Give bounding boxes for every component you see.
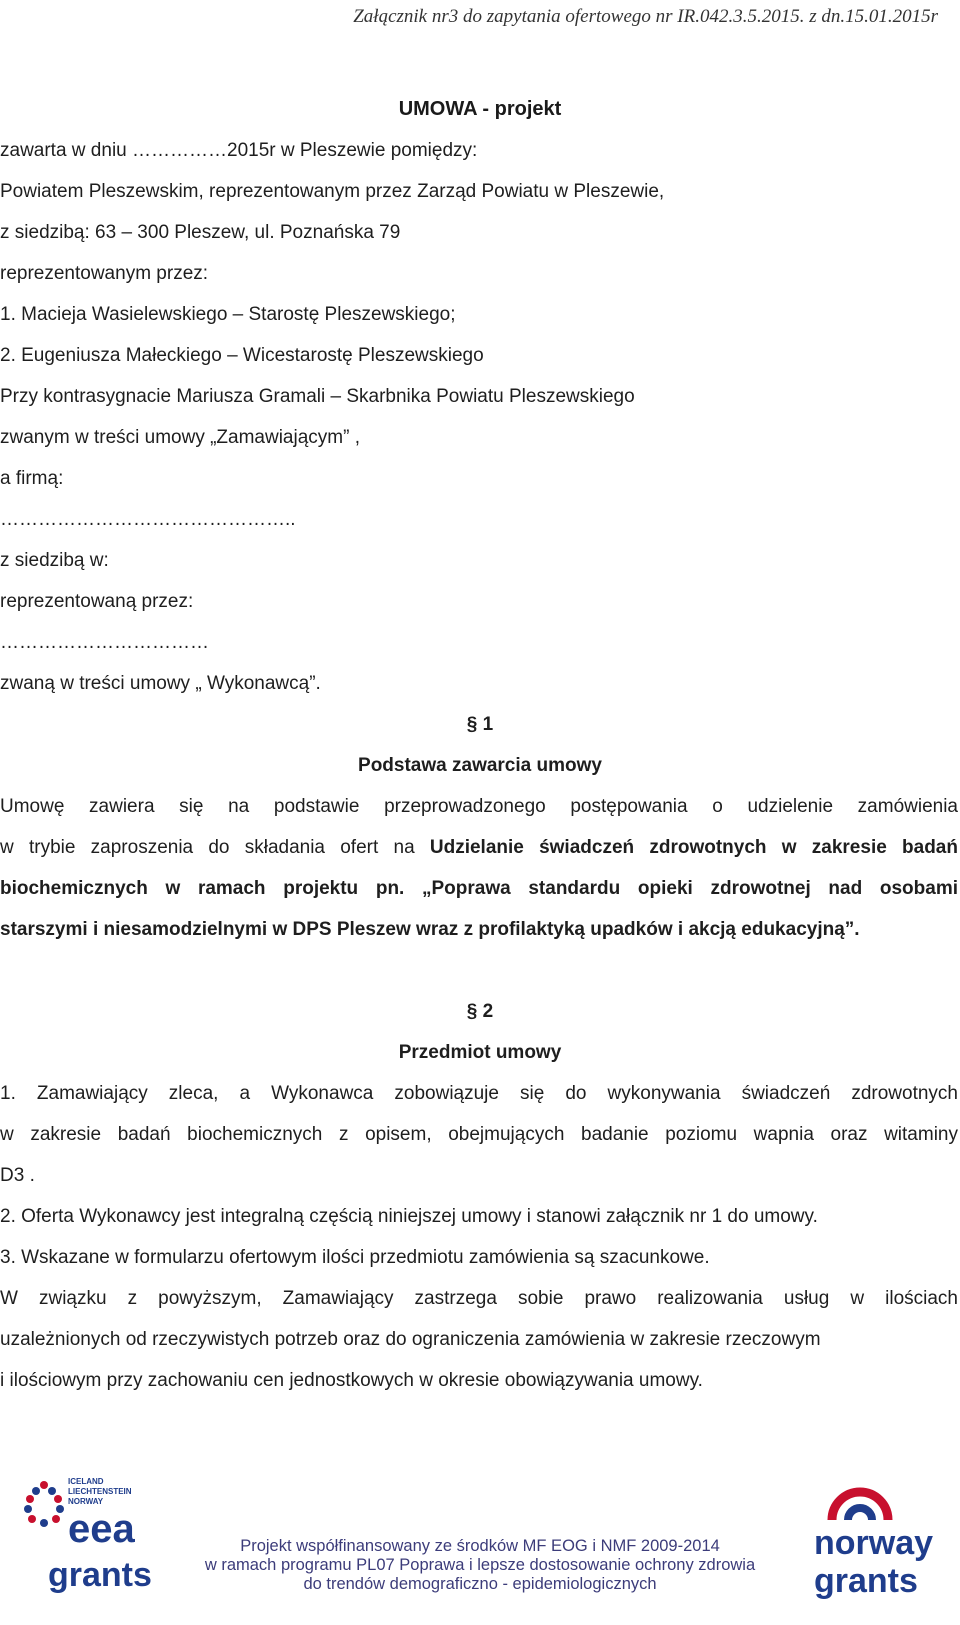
section-1-line-bold: Udzielanie świadczeń zdrowotnych w zakresie badań xyxy=(429,837,958,858)
intro-line: reprezentowanym przez: xyxy=(0,263,209,284)
eea-country: NORWAY xyxy=(68,1497,104,1506)
intro-line: …………………………… xyxy=(0,632,209,653)
eea-country: ICELAND xyxy=(68,1477,104,1486)
intro-line: zwanym w treści umowy „Zamawiającym” , xyxy=(0,427,360,448)
section-1-line: biochemicznych w ramach projektu pn. „Poprawa standardu opieki zdrowotnej nad osobami xyxy=(0,878,958,899)
norway-logo-word: norway xyxy=(814,1524,934,1562)
footer-line: do trendów demograficzno - epidemiologicznych xyxy=(303,1575,657,1593)
section-1-line: starszymi i niesamodzielnymi w DPS Pleszew wraz z profilaktyką upadków i akcją edukacyjną”. xyxy=(0,919,860,940)
section-2-number: § 2 xyxy=(466,1001,494,1022)
section-2-line: 1. Zamawiający zleca, a Wykonawca zobowiązuje się do wykonywania świadczeń zdrowotnych xyxy=(0,1083,958,1104)
eea-grants-logo xyxy=(18,1475,152,1615)
section-2-line: W związku z powyższym, Zamawiający zastrzega sobie prawo realizowania usług w ilościach xyxy=(0,1288,958,1309)
footer-line: w ramach programu PL07 Poprawa i lepsze dostosowanie ochrony zdrowia xyxy=(204,1556,756,1574)
section-1-heading: Podstawa zawarcia umowy xyxy=(358,755,602,776)
eea-logo-word: grants xyxy=(48,1556,152,1594)
section-1-line xyxy=(0,837,958,859)
intro-line: a firmą: xyxy=(0,468,64,489)
footer-funding-text xyxy=(200,1537,760,1594)
intro-line: zawarta w dniu ……………2015r w Pleszewie pomiędzy: xyxy=(0,140,478,161)
section-2-line: 2. Oferta Wykonawcy jest integralną częścią niniejszej umowy i stanowi załącznik nr 1 do umowy. xyxy=(0,1206,818,1227)
intro-line: ……………………………………….. xyxy=(0,509,296,530)
eea-country: LIECHTENSTEIN xyxy=(68,1487,132,1496)
section-2-line: uzależnionych od rzeczywistych potrzeb oraz do ograniczenia zamówienia w zakresie rzeczowym xyxy=(0,1329,821,1350)
section-1-line-plain: w trybie zaproszenia do składania ofert na xyxy=(0,837,430,858)
intro-line: Przy kontrasygnacie Mariusza Gramali – Skarbnika Powiatu Pleszewskiego xyxy=(0,386,635,407)
footer-line: Projekt współfinansowany ze środków MF EOG i NMF 2009-2014 xyxy=(240,1537,720,1555)
intro-line: reprezentowaną przez: xyxy=(0,591,194,612)
contract-title: UMOWA - projekt xyxy=(398,98,562,120)
intro-line: Powiatem Pleszewskim, reprezentowanym przez Zarząd Powiatu w Pleszewie, xyxy=(0,181,665,202)
section-2-line: i ilościowym przy zachowaniu cen jednostkowych w okresie obowiązywania umowy. xyxy=(0,1370,703,1391)
section-1-line: Umowę zawiera się na podstawie przeprowadzonego postępowania o udzielenie zamówienia xyxy=(0,796,958,817)
section-2-line: w zakresie badań biochemicznych z opisem, obejmujących badanie poziomu wapnia oraz witaminy xyxy=(0,1124,958,1145)
section-2-heading: Przedmiot umowy xyxy=(398,1042,562,1063)
intro-line: zwaną w treści umowy „ Wykonawcą”. xyxy=(0,673,321,694)
section-1-number: § 1 xyxy=(466,714,494,735)
norway-grants-logo xyxy=(812,1475,942,1615)
section-2-line: D3 . xyxy=(0,1165,35,1186)
intro-line: z siedzibą w: xyxy=(0,550,109,571)
document-header: Załącznik nr3 do zapytania ofertowego nr IR.042.3.5.2015. z dn.15.01.2015r xyxy=(353,6,938,27)
intro-line: 2. Eugeniusza Małeckiego – Wicestarostę Pleszewskiego xyxy=(0,345,484,366)
eea-logo-word: eea xyxy=(68,1507,135,1551)
intro-line: z siedzibą: 63 – 300 Pleszew, ul. Poznańska 79 xyxy=(0,222,401,243)
intro-line: 1. Macieja Wasielewskiego – Starostę Pleszewskiego; xyxy=(0,304,456,325)
section-2-line: 3. Wskazane w formularzu ofertowym ilości przedmiotu zamówienia są szacunkowe. xyxy=(0,1247,710,1268)
norway-logo-word: grants xyxy=(814,1562,918,1600)
